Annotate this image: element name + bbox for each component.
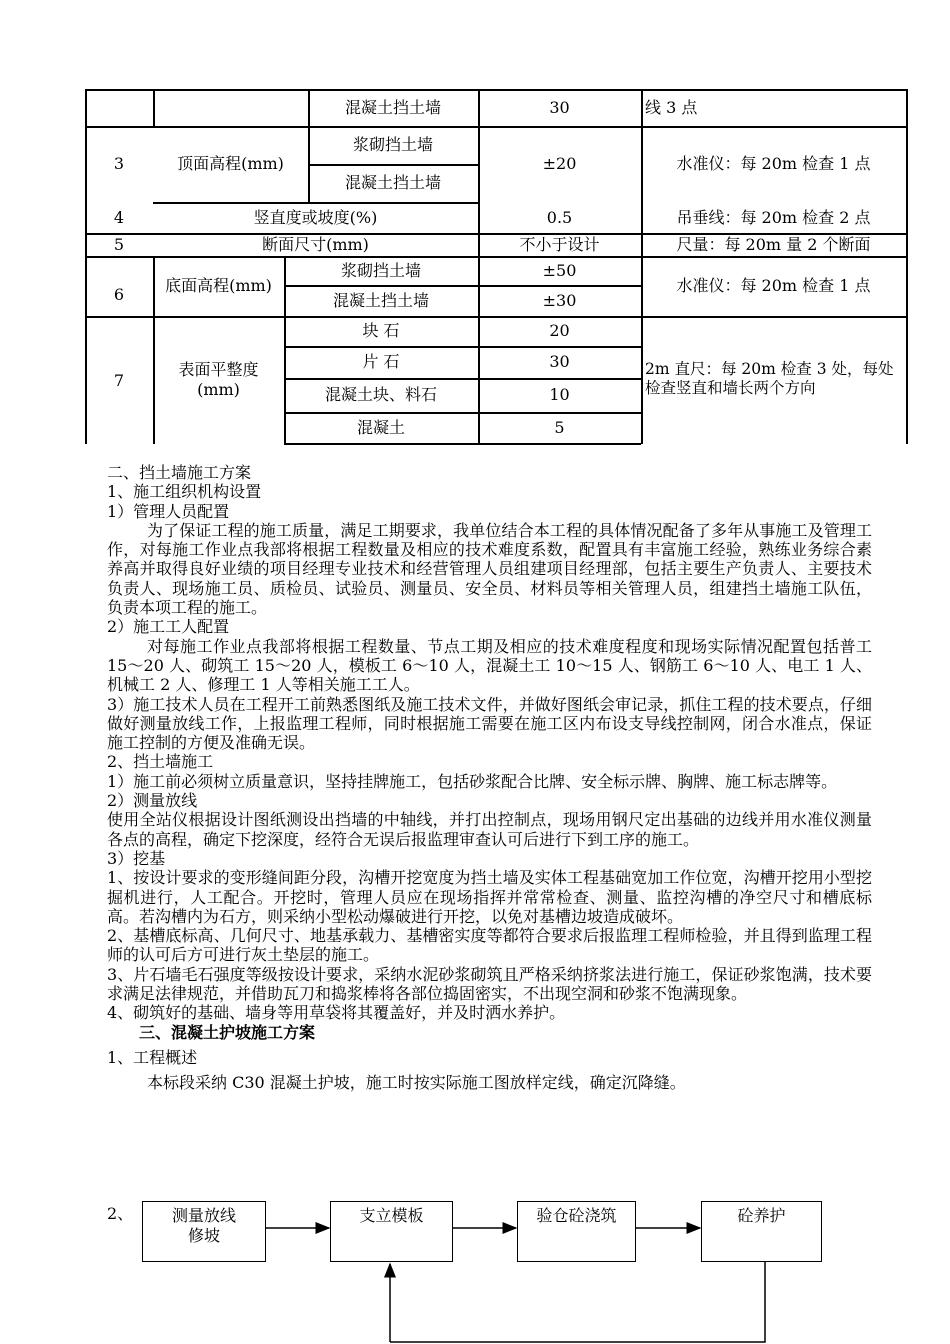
table-cell: ±50 xyxy=(542,260,577,280)
subsection-heading: 2）测量放线 xyxy=(107,791,198,811)
table-cell: 水准仪：每 20m 检查 1 点 xyxy=(676,276,871,295)
subsection-heading: 2、 xyxy=(107,1204,134,1223)
paragraph: 4、砌筑好的基础、墙身等用草袋将其覆盖好，并及时洒水养护。 xyxy=(107,1003,566,1023)
table-line xyxy=(153,202,478,204)
table-cell: 块 石 xyxy=(362,321,400,340)
table-cell: 4 xyxy=(113,208,125,227)
subsection-heading: 2、挡土墙施工 xyxy=(107,752,214,772)
table-cell: 5 xyxy=(113,234,125,254)
table-cell: 吊垂线：每 20m 检查 2 点 xyxy=(676,208,871,227)
table-cell: 20 xyxy=(549,321,570,340)
table-cell: 线 3 点 xyxy=(645,97,698,117)
table-cell: ±20 xyxy=(542,154,577,173)
table-cell: ±30 xyxy=(542,290,577,310)
acceptance-table xyxy=(0,0,950,445)
table-cell: 3 xyxy=(113,154,125,173)
paragraph: 本标段采纳 C30 混凝土护坡，施工时按实际施工图放样定线，确定沉降缝。 xyxy=(147,1073,686,1093)
table-cell: 浆砌挡土墙 xyxy=(352,135,433,154)
table-cell: 7 xyxy=(113,371,125,390)
flow-loop-line xyxy=(390,1262,765,1342)
table-cell: 5 xyxy=(554,418,565,437)
table-cell: 混凝土挡土墙 xyxy=(332,290,429,310)
table-cell: 竖直度或坡度(%) xyxy=(253,208,378,227)
table-cell: 混凝土挡土墙 xyxy=(344,97,441,117)
table-cell: 10 xyxy=(549,385,570,404)
paragraph: 为了保证工程的施工质量，满足工期要求，我单位结合本工程的具体情况配备了多年从事施工及管理工作，对每施工作业点我部将根据工程数量及相应的技术难度系数，配置具有丰富施工经验，熟练业务综合素养高并取得良好业绩的项目经理专业技术和经营管理人员组建项目经理部，包括主要生产负责人、主要技术负责人、现场施工员、质检员、试验员、测量员、安全员、材料员等相关管理人员，组建挡土墙施工队伍，负责本项工程的施工。 xyxy=(107,520,872,618)
table-cell: (mm) xyxy=(197,380,240,399)
table-cell: 混凝土块、料石 xyxy=(324,385,437,404)
paragraph: 3）施工技术人员在工程开工前熟悉图纸及施工技术文件，并做好图纸会审记录，抓住工程的技术要点，仔细做好测量放线工作，上报监理工程师，同时根据施工需要在施工区内布设支导线控制网，闭合水准点，保证施工控制的方便及准确无误。 xyxy=(107,694,872,753)
table-cell: 水准仪：每 20m 检查 1 点 xyxy=(676,154,871,173)
table-cell: 0.5 xyxy=(546,208,573,227)
table-cell: 不小于设计 xyxy=(519,234,600,254)
paragraph: 使用全站仪根据设计图纸测设出挡墙的中轴线，并打出控制点，现场用钢尺定出基础的边线并用水准仪测量各点的高程，确定下挖深度，经符合无误后报监理审查认可后进行下到工序的施工。 xyxy=(107,810,872,849)
table-cell: 2m 直尺：每 20m 检查 3 处，每处检查竖直和墙长两个方向 xyxy=(645,360,894,397)
table-cell: 浆砌挡土墙 xyxy=(340,260,421,280)
subsection-heading: 1、施工组织机构设置 xyxy=(107,482,262,502)
flow-step-formwork: 支立模板 xyxy=(330,1201,453,1262)
table-cell: 30 xyxy=(549,352,570,371)
flow-step-survey: 测量放线 修坡 xyxy=(142,1201,266,1262)
table-cell: 顶面高程(mm) xyxy=(177,154,284,173)
section-heading: 三、混凝土护坡施工方案 xyxy=(139,1022,316,1042)
paragraph: 对每施工作业点我部将根据工程数量、节点工期及相应的技术难度程度和现场实际情况配置包括普工 15～20 人、砌筑工 15～20 人，模板工 6～10 人，混凝土工 10～15 人、钢筋工 6～10 人、电工 1 人、机械工 2 人、修理工 1 人等相关施工工人。 xyxy=(107,636,872,695)
table-cell: 混凝土挡土墙 xyxy=(344,173,441,192)
paragraph: 3、片石墙毛石强度等级按设计要求，采纳水泥砂浆砌筑且严格采纳挤浆法进行施工，保证砂浆饱满，技术要求满足法律规范，并借助瓦刀和捣浆棒将各部位捣固密实，不出现空洞和砂浆不饱满现象。 xyxy=(107,964,872,1004)
table-cell: 表面平整度 xyxy=(178,360,259,379)
document-body xyxy=(107,463,872,1093)
paragraph: 1、按设计要求的变形缝间距分段，沟槽开挖宽度为挡土墙及实体工程基础宽加工作位宽，沟槽开挖用小型挖掘机进行，人工配合。开挖时，管理人员应在现场指挥并常常检查、测量、监控沟槽的净空尺寸和槽底标高。若沟槽内为石方，则采纳小型松动爆破进行开挖，以免对基槽边坡造成破坏。 xyxy=(107,868,872,926)
table-cell: 6 xyxy=(113,285,125,304)
section-heading: 二、挡土墙施工方案 xyxy=(107,463,252,482)
table-cell: 混凝土 xyxy=(356,418,405,437)
subsection-heading: 1）管理人员配置 xyxy=(107,501,230,521)
process-flow xyxy=(0,1160,950,1344)
flow-step-curing: 砼养护 xyxy=(701,1201,822,1262)
table-cell: 尺量：每 20m 量 2 个断面 xyxy=(676,234,871,254)
paragraph: 2、基槽底标高、几何尺寸、地基承载力、基槽密实度等都符合要求后报监理工程师检验，并且得到监理工程师的认可后方可进行灰土垫层的施工。 xyxy=(107,926,872,965)
table-cell: 底面高程(mm) xyxy=(165,276,272,295)
subsection-heading: 1、工程概述 xyxy=(107,1047,198,1067)
table-cell: 30 xyxy=(549,97,570,117)
subsection-heading: 3）挖基 xyxy=(107,848,166,868)
table-line xyxy=(153,89,155,127)
paragraph: 1）施工前必须树立质量意识，坚持挂牌施工，包括砂浆配合比牌、安全标示牌、胸牌、施工标志牌等。 xyxy=(107,771,838,791)
flow-step-pouring: 验仓砼浇筑 xyxy=(517,1201,636,1262)
table-cell: 断面尺寸(mm) xyxy=(262,234,369,254)
table-cell: 片 石 xyxy=(362,352,400,371)
subsection-heading: 2）施工工人配置 xyxy=(107,617,230,637)
